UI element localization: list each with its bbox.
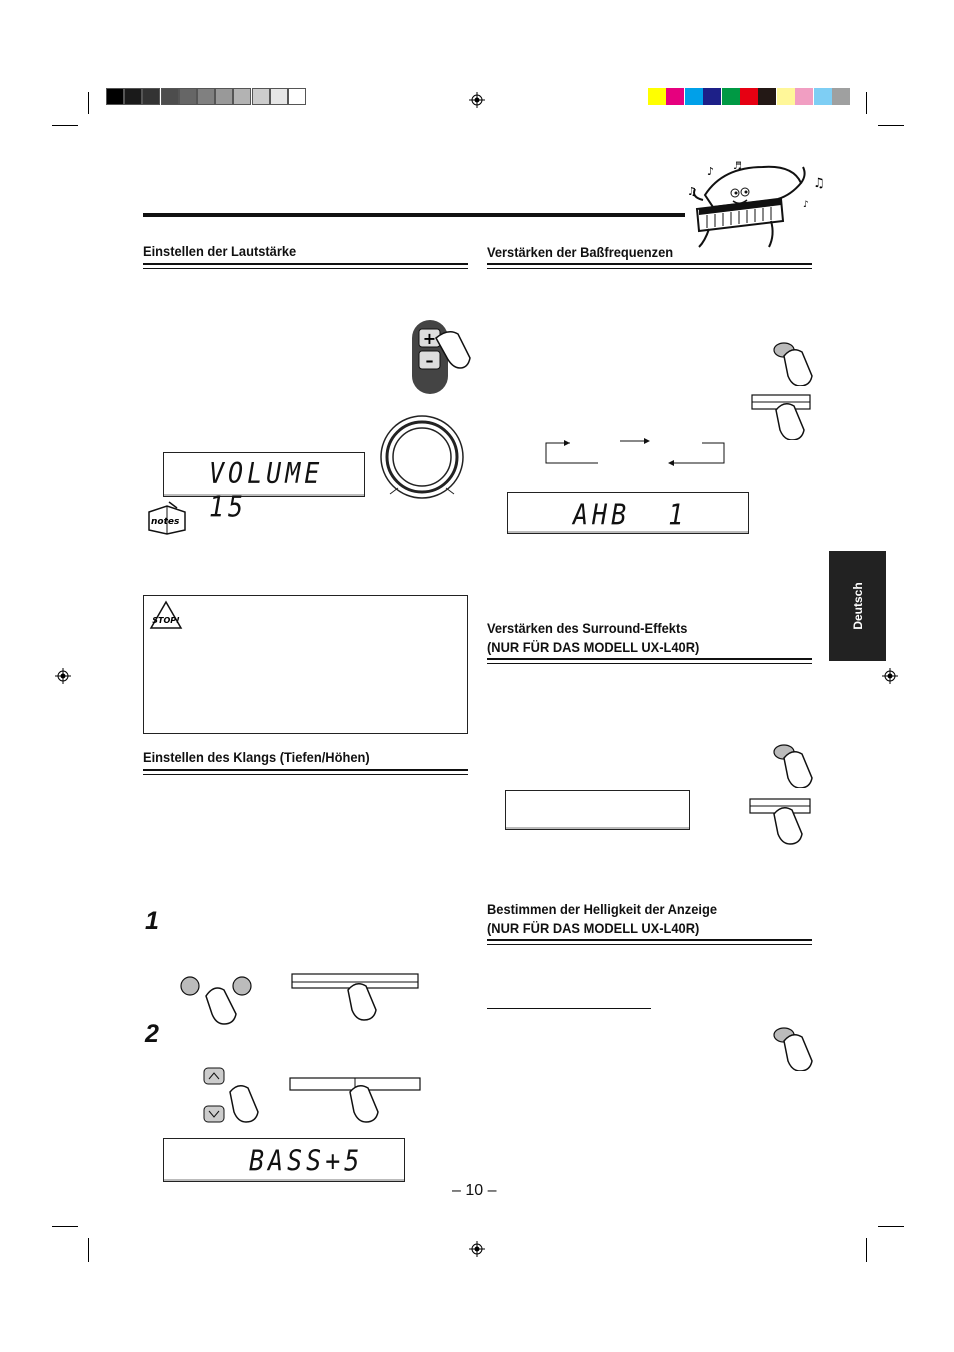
color-swatch xyxy=(685,88,703,105)
gray-swatch xyxy=(106,88,124,105)
step-number-2: 2 xyxy=(145,1020,159,1048)
step-number-1: 1 xyxy=(145,907,159,935)
bass-display xyxy=(163,1138,405,1182)
crop-mark xyxy=(878,1226,904,1227)
heading-rule xyxy=(487,939,812,941)
color-swatch xyxy=(777,88,795,105)
notes-icon xyxy=(145,500,191,536)
registration-mark-icon xyxy=(55,668,71,684)
svg-text:♬: ♬ xyxy=(733,161,742,172)
gray-swatch xyxy=(288,88,306,105)
gray-swatch xyxy=(161,88,179,105)
volume-display xyxy=(163,452,365,524)
svg-text:–: – xyxy=(425,351,434,370)
language-tab xyxy=(829,551,886,661)
color-swatch xyxy=(703,88,721,105)
remote-arrow-buttons-icon xyxy=(200,1064,262,1128)
svg-text:♪: ♪ xyxy=(707,165,715,178)
color-swatch xyxy=(740,88,758,105)
volume-display-text: VOLUME 15 xyxy=(209,456,324,524)
svg-text:STOP!: STOP! xyxy=(152,616,180,625)
tone-heading: Einstellen des Klangs (Tiefen/Höhen) xyxy=(143,749,370,765)
stop-sign-icon xyxy=(149,600,183,630)
svg-text:notes: notes xyxy=(151,517,180,527)
heading-rule xyxy=(487,268,812,269)
registration-mark-icon xyxy=(469,1241,485,1257)
front-panel-button-icon xyxy=(750,392,812,440)
svg-text:♫: ♫ xyxy=(687,185,697,198)
page-number: – 10 – xyxy=(452,1182,497,1199)
crop-mark xyxy=(88,1238,89,1262)
color-swatch xyxy=(666,88,684,105)
color-swatch xyxy=(814,88,832,105)
svg-text:♪: ♪ xyxy=(803,200,809,210)
gray-swatch xyxy=(124,88,142,105)
top-rule xyxy=(143,213,685,217)
heading-rule xyxy=(487,658,812,660)
crop-mark xyxy=(88,92,89,114)
gray-swatch xyxy=(142,88,160,105)
front-panel-button-icon xyxy=(290,970,420,1024)
heading-rule xyxy=(143,769,468,771)
color-swatch xyxy=(832,88,850,105)
crop-mark xyxy=(866,1238,867,1262)
gray-swatch xyxy=(252,88,270,105)
remote-buttons-icon xyxy=(178,970,258,1026)
color-swatch xyxy=(758,88,776,105)
svg-text:♫: ♫ xyxy=(813,176,825,191)
front-panel-button-icon xyxy=(748,796,812,846)
crop-mark xyxy=(52,1226,78,1227)
color-swatch xyxy=(795,88,813,105)
gray-swatch xyxy=(197,88,215,105)
bass-display-text: BASS+5 xyxy=(249,1143,364,1178)
remote-button-press-icon xyxy=(770,1025,814,1071)
piano-cartoon-icon xyxy=(683,155,828,255)
language-tab-label: Deutsch xyxy=(850,582,865,630)
heading-rule xyxy=(143,774,468,775)
heading-rule xyxy=(143,268,468,269)
ahb-display xyxy=(507,492,749,534)
remote-button-press-icon xyxy=(770,742,814,788)
dimmer-heading-line2: (NUR FÜR DAS MODELL UX-L40R) xyxy=(487,920,700,936)
heading-rule xyxy=(487,663,812,664)
crop-mark xyxy=(878,125,904,126)
volume-heading: Einstellen der Lautstärke xyxy=(143,243,297,259)
registration-mark-icon xyxy=(469,92,485,108)
crop-mark xyxy=(866,92,867,114)
gray-swatch xyxy=(179,88,197,105)
heading-rule xyxy=(487,944,812,945)
heading-rule xyxy=(143,263,468,265)
color-swatch xyxy=(722,88,740,105)
caution-box xyxy=(143,595,468,734)
registration-mark-icon xyxy=(882,668,898,684)
bass-boost-heading: Verstärken der Baßfrequenzen xyxy=(487,244,674,260)
gray-swatch xyxy=(233,88,251,105)
cycle-diagram xyxy=(540,435,730,469)
ahb-display-text: AHB 1 xyxy=(573,497,688,532)
color-swatch xyxy=(648,88,666,105)
surround-display xyxy=(505,790,690,830)
remote-button-press-icon xyxy=(770,340,814,386)
heading-rule xyxy=(487,263,812,265)
crop-mark xyxy=(52,125,78,126)
surround-heading-line2: (NUR FÜR DAS MODELL UX-L40R) xyxy=(487,639,700,655)
remote-volume-buttons-icon xyxy=(410,318,472,396)
surround-heading-line1: Verstärken des Surround-Effekts xyxy=(487,620,688,636)
front-panel-buttons-icon xyxy=(288,1074,422,1124)
gray-swatch xyxy=(215,88,233,105)
underline-rule xyxy=(487,1008,651,1009)
gray-swatch xyxy=(270,88,288,105)
svg-text:+: + xyxy=(422,329,437,348)
dimmer-heading-line1: Bestimmen der Helligkeit der Anzeige xyxy=(487,901,717,917)
volume-knob-icon xyxy=(374,414,470,500)
